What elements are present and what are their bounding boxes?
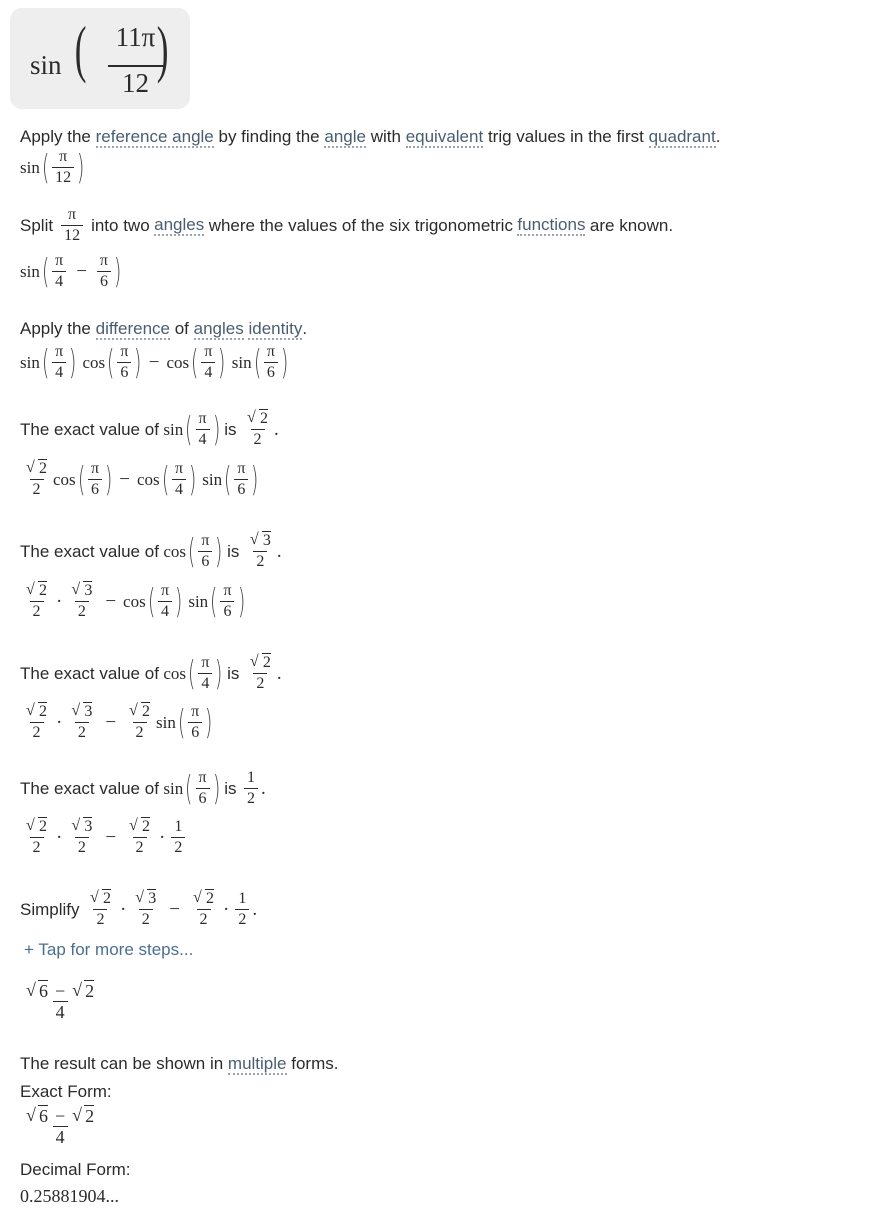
decimal-form-label: Decimal Form: (20, 1160, 131, 1179)
term-equivalent[interactable]: equivalent (405, 127, 484, 146)
step-difference-identity-text: Apply the difference of angles identity. (20, 319, 308, 338)
term-functions[interactable]: functions (517, 214, 586, 234)
expr-after-sin-pi4: √ $\frac{2}{2}$ cos ( $\frac{\pi}{6}$ ) − cos ( $\frac{\pi}{4}$ ) sin ( $\frac{\pi}{6}$ ) (20, 460, 259, 499)
problem-numerator: 11π (115, 22, 156, 52)
step-exact-sin-pi6-text: The exact value of sin ( $\frac{\pi}{6}$ ) is $\frac{1}{2}$ . (20, 768, 266, 809)
expr-difference-identity: sin ( $\frac{\pi}{4}$ ) cos ( $\frac{\pi}{6}$ ) − cos ( $\frac{\pi}{4}$ ) sin ( $\frac{\pi}{6}$ ) (20, 342, 289, 383)
term-angle[interactable]: angle (324, 127, 366, 146)
expr-sin-pi-12: sin ( $\frac{\pi}{12}$ ) (20, 147, 85, 188)
exact-form-value: √ $\frac{6 -√ 2}{4}$ (20, 1107, 100, 1146)
tap-for-more-steps-link[interactable]: + Tap for more steps... (24, 940, 194, 959)
step-exact-cos-pi4-text: The exact value of cos ( $\frac{\pi}{4}$ ) is √ $\frac{2}{2}$ . (20, 654, 282, 693)
term-angles-2[interactable]: angles (193, 319, 244, 338)
step-exact-cos-pi6-text: The exact value of cos ( $\frac{\pi}{6}$ ) is √ $\frac{3}{2}$ . (20, 532, 282, 571)
expr-after-cos-pi4: √ $\frac{2}{2}$ · √ $\frac{3}{2}$ − √ $\frac{2}{2}$ sin ( $\frac{\pi}{6}$ ) (20, 703, 213, 742)
term-difference[interactable]: difference (95, 319, 170, 338)
term-identity[interactable]: identity (248, 319, 303, 338)
right-paren-glyph: ) (156, 13, 169, 84)
result-forms-text: The result can be shown in multiple forms. (20, 1054, 339, 1073)
left-paren-glyph: ( (74, 13, 87, 84)
expr-simplified-result: √ $\frac{6 -√ 2}{4}$ (20, 982, 100, 1021)
term-quadrant[interactable]: quadrant (648, 127, 716, 146)
exact-form-label: Exact Form: (20, 1082, 112, 1101)
problem-fraction-bar (108, 65, 164, 67)
problem-function: sin (30, 50, 62, 80)
step-reference-angle-text: Apply the reference angle by finding the angle with equivalent trig values in the first quadrant. (20, 127, 721, 146)
decimal-form-value: 0.25881904... (20, 1186, 119, 1206)
term-multiple[interactable]: multiple (227, 1054, 287, 1073)
problem-box (10, 8, 190, 109)
step-split-text: Split $\frac{\pi}{12}$ into two angles where the values of the six trigonometric functions are known. (20, 206, 674, 244)
plus-icon: + (24, 940, 34, 959)
term-reference-angle[interactable]: reference angle (95, 127, 214, 146)
term-angles[interactable]: angles (154, 214, 205, 234)
step-exact-sin-pi4-text: The exact value of sin ( $\frac{\pi}{4}$ ) is √ $\frac{2}{2}$ . (20, 410, 279, 449)
problem-denominator: 12 (122, 68, 149, 98)
step-simplify-text: Simplify √ $\frac{2}{2}$ · √ $\frac{3}{2}$ − √ $\frac{2}{2}$ · $\frac{1}{2}$ . (20, 890, 257, 929)
expr-after-sin-pi6: √ $\frac{2}{2}$ · √ $\frac{3}{2}$ − √ $\frac{2}{2}$ · $\frac{1}{2}$ (20, 818, 188, 857)
expr-after-cos-pi6: √ $\frac{2}{2}$ · √ $\frac{3}{2}$ − cos ( $\frac{\pi}{4}$ ) sin ( $\frac{\pi}{6}$ ) (20, 582, 245, 621)
expr-sin-pi4-minus-pi6: sin ( $\frac{\pi}{4}$ − $\frac{\pi}{6}$ ) (20, 251, 122, 292)
